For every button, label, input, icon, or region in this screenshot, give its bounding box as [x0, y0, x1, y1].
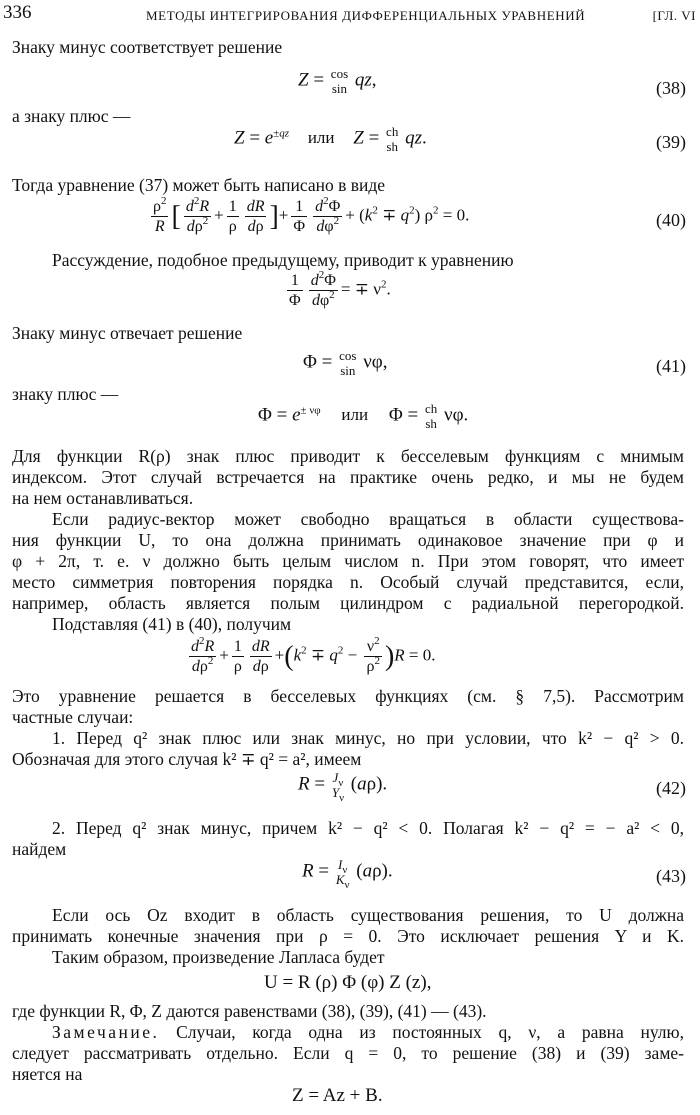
equation-phi: $\frac{1}{\Phi}$ $\frac{d^2\Phi}{d\varphi^2}$ = ∓ $\nu^2$. [289, 269, 391, 309]
running-header [0, 2, 700, 24]
text-line: ния функции U, то она должна принимать одинаковое значение при φ и [12, 530, 684, 550]
equation-number: (43) [656, 866, 686, 886]
equation-43: R = $I_\nu$ $K_\nu$ (aρ). [302, 857, 393, 891]
remark-line: Замечание. Случаи, когда одна из постоянных q, ν, a равна нулю, [52, 1022, 684, 1042]
text-line: найдем [12, 839, 67, 859]
text-line: Знаку минус соответствует решение [12, 37, 283, 57]
text-line: Рассуждение, подобное предыдущему, приводит к уравнению [52, 250, 514, 270]
text-line: где функции R, Φ, Z даются равенствами (38), (39), (41) — (43). [12, 1001, 487, 1021]
text-line: Обозначая для этого случая k² ∓ q² = a², имеем [12, 749, 362, 769]
remark-label: Замечание. [52, 1022, 160, 1042]
text-line: Подставляя (41) в (40), получим [52, 614, 292, 634]
i-k-stack: $I_\nu$ $K_\nu$ [335, 857, 350, 891]
text-line: Если ось Oz входит в область существования решения, то U должна [52, 905, 684, 925]
text-line: 1. Перед q² знак плюс или знак минус, но при условии, что k² − q² > 0. [52, 728, 684, 748]
chapter-label: [ГЛ. VI [652, 8, 696, 23]
text-line: частные случаи: [12, 707, 134, 727]
text-line: φ + 2π, т. е. ν должно быть целым числом n. При этом говорят, что имеет [12, 551, 684, 571]
text-line: принимать конечные значения при ρ = 0. Это исключает решения Y и K. [12, 926, 684, 946]
equation-42: R = $J_\nu$ $Y_\nu$ (aρ). [298, 770, 388, 804]
equation-40: $\frac{\rho^2}{R}$ [ $\frac{d^2R}{d\rho^2}$ + $\frac{1}{\rho}$ $\frac{dR}{d\rho}$ ]+ $\frac{1}{\Phi}$ $\frac{d^2\Phi}{d\varphi^2}$ + $(k^2 \mp q^2) \rho^2 = 0$. [153, 195, 470, 235]
j-y-stack: $J_\nu$ $Y_\nu$ [331, 770, 345, 804]
text-line: Если радиус-вектор может свободно вращаться в области существова- [52, 509, 684, 529]
text-line: знаку плюс — [12, 384, 119, 404]
text-line: Это уравнение решается в бесселевых функциях (см. § 7,5). Рассмотрим [12, 686, 684, 706]
text-line: Таким образом, произведение Лапласа будет [52, 947, 385, 967]
equation-final: Z = Az + B. [292, 1085, 383, 1106]
text-line: следует рассматривать отдельно. Если q = 0, то решение (38) и (39) заме- [12, 1043, 684, 1063]
ch-sh-stack: ch sh [424, 401, 438, 431]
equation-laplace: U = R (ρ) Φ (φ) Z (z), [264, 972, 432, 993]
text-line: например, область является полым цилиндром с радиальной перегородкой. [12, 593, 684, 613]
text-line: место симметрия повторения порядка n. Особый случай представится, если, [12, 572, 684, 592]
equation-number: (41) [656, 356, 686, 376]
cos-sin-stack: cos sin [330, 66, 349, 96]
equation-bessel: $\frac{d^2R}{d\rho^2}$ + $\frac{1}{\rho}$ $\frac{dR}{d\rho}$ $+(k^2 \mp q^2$ − $\frac{\nu^2}{\rho^2}$ )R = 0. [191, 635, 436, 675]
equation-38: Z = cos sin qz, [298, 66, 377, 96]
equation-phi-plus: $\Phi = e^{\pm \nu\varphi}$ или Φ = ch sh νφ. [258, 401, 469, 431]
text-line: 2. Перед q² знак минус, причем k² − q² < 0. Полагая k² − q² = − a² < 0, [52, 818, 684, 838]
running-title: МЕТОДЫ ИНТЕГРИРОВАНИЯ ДИФФЕРЕНЦИАЛЬНЫХ УРАВНЕНИЙ [146, 8, 586, 23]
ch-sh-stack: ch sh [386, 124, 399, 154]
equation-number: (38) [656, 78, 686, 98]
text-line: Тогда уравнение (37) может быть написано в виде [12, 175, 386, 195]
page-number: 336 [3, 2, 32, 23]
equation-39: $Z = e^{\pm qz}$ или Z = ch sh qz. [234, 124, 427, 154]
text-line: на нем останавливаться. [12, 488, 194, 508]
equation-number: (39) [656, 132, 686, 152]
text-line: Для функции R(ρ) знак плюс приводит к бесселевым функциям с мнимым [12, 446, 684, 466]
cos-sin-stack: cos sin [339, 348, 357, 378]
equation-number: (40) [656, 210, 686, 230]
text-line: индексом. Этот случай встречается на практике очень редко, и мы не будем [12, 467, 684, 487]
text-line: а знаку плюс — [12, 106, 131, 126]
equation-number: (42) [656, 778, 686, 798]
text-line: Знаку минус отвечает решение [12, 323, 243, 343]
text-line: няется на [12, 1064, 83, 1084]
equation-41: Φ = cos sin νφ, [303, 348, 388, 378]
